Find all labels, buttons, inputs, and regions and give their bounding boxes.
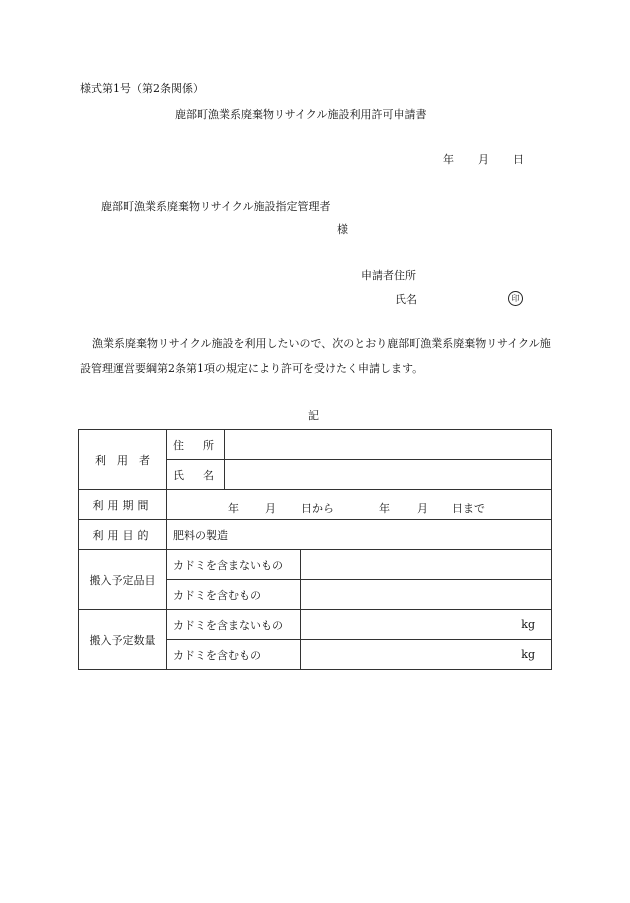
period-end-year: 年	[379, 502, 390, 515]
form-title: 鹿部町漁業系廃棄物リサイクル施設利用許可申請書	[175, 108, 427, 121]
quantity-with-cadmium-field[interactable]: kg	[301, 640, 552, 670]
applicant-name-label: 氏名	[395, 293, 417, 306]
ki-heading: 記	[308, 409, 319, 422]
purpose-label: 利用目的	[79, 520, 167, 550]
address-label: 住 所	[167, 430, 225, 460]
purpose-value: 肥料の製造	[167, 520, 552, 550]
seal-mark: 印	[508, 291, 523, 306]
date-month: 月	[478, 153, 489, 166]
period-end-month: 月	[417, 502, 428, 515]
quantity-with-cadmium-label: カドミを含むもの	[167, 640, 301, 670]
items-with-cadmium-field[interactable]	[301, 580, 552, 610]
name-field[interactable]	[225, 460, 552, 490]
date-year: 年	[443, 153, 454, 166]
form-number: 様式第1号（第2条関係）	[80, 82, 204, 95]
name-label: 氏 名	[167, 460, 225, 490]
items-no-cadmium-field[interactable]	[301, 550, 552, 580]
addressee-org: 鹿部町漁業系廃棄物リサイクル施設指定管理者	[101, 200, 331, 213]
addressee-honorific: 様	[337, 223, 348, 236]
items-no-cadmium-label: カドミを含まないもの	[167, 550, 301, 580]
application-table	[78, 429, 552, 670]
applicant-address-label: 申請者住所	[361, 269, 416, 282]
date-day: 日	[513, 153, 524, 166]
period-start-month: 月	[265, 502, 276, 515]
period-label: 利用期間	[79, 490, 167, 520]
quantity-label: 搬入予定数量	[79, 610, 167, 670]
quantity-no-cadmium-field[interactable]: kg	[301, 610, 552, 640]
period-field[interactable]	[167, 490, 552, 520]
user-label: 利 用 者	[79, 430, 167, 490]
period-start-year: 年	[228, 502, 239, 515]
period-end-day: 日まで	[452, 502, 485, 515]
application-body-text: 漁業系廃棄物リサイクル施設を利用したいので、次のとおり鹿部町漁業系廃棄物リサイクル施設管理運営要綱第2条第1項の規定により許可を受けたく申請します。	[80, 337, 551, 375]
quantity-no-cadmium-label: カドミを含まないもの	[167, 610, 301, 640]
items-label: 搬入予定品目	[79, 550, 167, 610]
items-with-cadmium-label: カドミを含むもの	[167, 580, 301, 610]
period-start-day: 日から	[301, 502, 334, 515]
address-field[interactable]	[225, 430, 552, 460]
